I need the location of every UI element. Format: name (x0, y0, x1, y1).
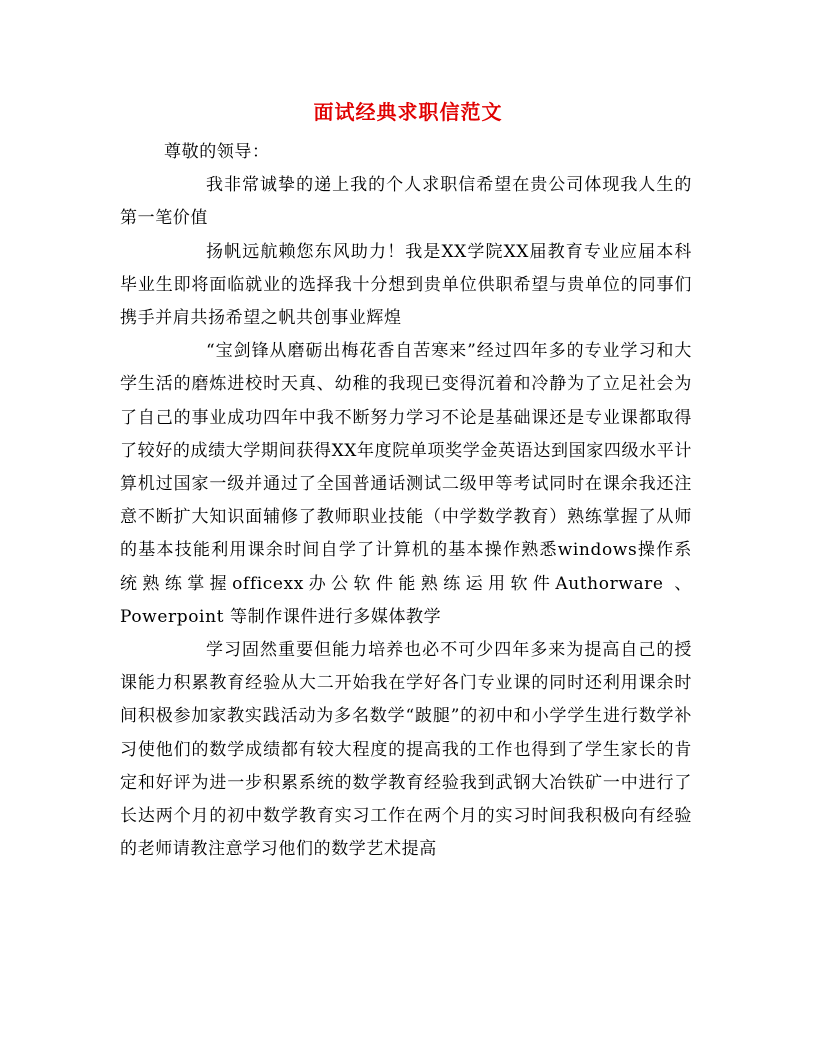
salutation: 尊敬的领导： (164, 142, 270, 162)
paragraph-3: “宝剑锋从磨砺出梅花香自苦寒来”经过四年多的专业学习和大学生活的磨炼进校时天真、幼稚的我现已变得沉着和冷静为了立足社会为了自己的事业成功四年中我不断努力学习不论是基础课还是专业课都取得了较好的成绩大学期间获得XX年度院单项奖学金英语达到国家四级水平计算机过国家一级并通过了全国普通话测试二级甲等考试同时在课余我还注意不断扩大知识面辅修了教师职业技能（中学数学教育）熟练掌握了从师的基本技能利用课余时间自学了计算机的基本操作熟悉windows操作系统熟练掌握officexx办公软件能熟练运用软件Authorware 、Powerpoint 等制作课件进行多媒体教学 (120, 341, 692, 627)
paragraph-1: 我非常诚挚的递上我的个人求职信希望在贵公司体现我人生的第一笔价值 (120, 175, 692, 229)
letter-body (120, 136, 692, 866)
paragraph-2: 扬帆远航赖您东风助力！我是XX学院XX届教育专业应届本科毕业生即将面临就业的选择我十分想到贵单位供职希望与贵单位的同事们携手并肩共扬希望之帆共创事业辉煌 (120, 241, 692, 329)
document-title: 面试经典求职信范文 (313, 100, 503, 124)
paragraph-4: 学习固然重要但能力培养也必不可少四年多来为提高自己的授课能力积累教育经验从大二开始我在学好各门专业课的同时还利用课余时间积极参加家教实践活动为多名数学“跛腿”的初中和小学学生进行数学补习使他们的数学成绩都有较大程度的提高我的工作也得到了学生家长的肯定和好评为进一步积累系统的数学教育经验我到武钢大冶铁矿一中进行了长达两个月的初中数学教育实习工作在两个月的实习时间我积极向有经验的老师请教注意学习他们的数学艺术提高 (120, 640, 692, 860)
